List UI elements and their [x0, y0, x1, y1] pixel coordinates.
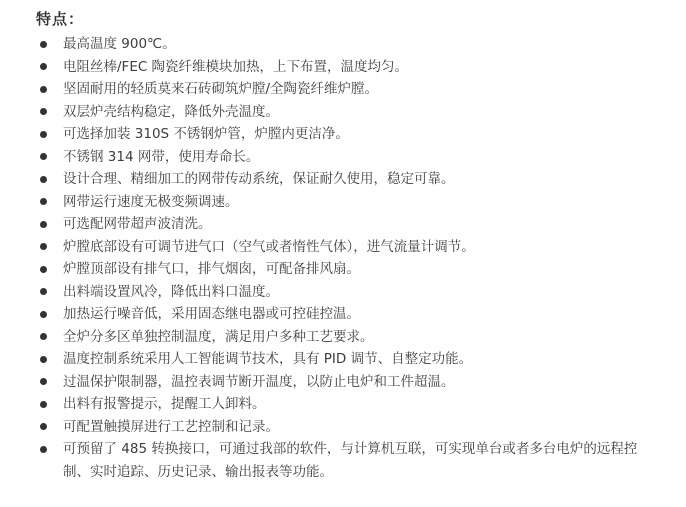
- features-heading: 特点：: [36, 10, 85, 28]
- feature-text: 电阻丝棒/FEC 陶瓷纤维模块加热，上下布置，温度均匀。: [63, 58, 409, 75]
- bullet-icon: [40, 423, 47, 430]
- feature-text: 出料端设置风冷，降低出料口温度。: [63, 283, 279, 300]
- bullet-icon: [40, 176, 47, 183]
- feature-text: 坚固耐用的轻质莫来石砖砌筑炉膛/全陶瓷纤维炉膛。: [63, 81, 379, 97]
- feature-item: [36, 326, 641, 349]
- feature-text: 炉膛顶部设有排气口，排气烟囱，可配备排风扇。: [63, 261, 360, 277]
- bullet-icon: [40, 108, 47, 115]
- feature-item: [36, 78, 641, 101]
- bullet-icon: [40, 311, 47, 318]
- features-list: [36, 33, 641, 483]
- bullet-icon: [40, 378, 47, 385]
- feature-item: [36, 236, 641, 259]
- feature-text: 可选配网带超声波清洗。: [63, 216, 212, 232]
- bullet-icon: [40, 221, 47, 228]
- bullet-icon: [40, 86, 47, 93]
- feature-item: [36, 101, 641, 124]
- feature-item: [36, 416, 641, 439]
- feature-item: [36, 348, 641, 371]
- feature-text: 加热运行噪音低，采用固态继电器或可控硅控温。: [63, 306, 360, 322]
- bullet-icon: [40, 401, 47, 408]
- bullet-icon: [40, 131, 47, 138]
- feature-text: 网带运行速度无极变频调速。: [63, 193, 239, 210]
- bullet-icon: [40, 446, 47, 453]
- feature-item: [36, 303, 641, 326]
- feature-text: 出料有报警提示，提醒工人卸料。: [63, 396, 266, 412]
- feature-text: 最高温度 900℃。: [63, 36, 176, 52]
- bullet-icon: [40, 153, 47, 160]
- bullet-icon: [40, 198, 47, 205]
- feature-item: [36, 393, 641, 416]
- feature-item: [36, 56, 641, 79]
- feature-item: [36, 438, 641, 483]
- bullet-icon: [40, 63, 47, 70]
- feature-text: 温度控制系统采用人工智能调节技术，具有 PID 调节、自整定功能。: [63, 351, 473, 367]
- feature-text: 可选择加装 310S 不锈钢炉管，炉膛内更洁净。: [63, 126, 349, 142]
- feature-text: 全炉分多区单独控制温度，满足用户多种工艺要求。: [63, 328, 374, 345]
- bullet-icon: [40, 266, 47, 273]
- bullet-icon: [40, 333, 47, 340]
- feature-text: 可预留了 485 转换接口，可通过我部的软件，与计算机互联，可实现单台或者多台电炉的远程控制、实时追踪、历史记录、输出报表等功能。: [63, 441, 638, 480]
- feature-text: 炉膛底部设有可调节进气口（空气或者惰性气体），进气流量计调节。: [63, 238, 475, 255]
- feature-item: [36, 258, 641, 281]
- feature-item: [36, 123, 641, 146]
- feature-text: 不锈钢 314 网带，使用寿命长。: [63, 148, 260, 165]
- bullet-icon: [40, 356, 47, 363]
- feature-item: [36, 146, 641, 169]
- bullet-icon: [40, 288, 47, 295]
- feature-text: 可配置触摸屏进行工艺控制和记录。: [63, 418, 279, 435]
- feature-item: [36, 281, 641, 304]
- feature-text: 设计合理、精细加工的网带传动系统，保证耐久使用，稳定可靠。: [63, 171, 455, 187]
- bullet-icon: [40, 243, 47, 250]
- feature-item: [36, 371, 641, 394]
- feature-item: [36, 33, 641, 56]
- feature-item: [36, 191, 641, 214]
- feature-item: [36, 168, 641, 191]
- feature-text: 过温保护限制器，温控表调节断开温度，以防止电炉和工件超温。: [63, 373, 455, 390]
- bullet-icon: [40, 41, 47, 48]
- feature-item: [36, 213, 641, 236]
- feature-text: 双层炉壳结构稳定，降低外壳温度。: [63, 103, 279, 120]
